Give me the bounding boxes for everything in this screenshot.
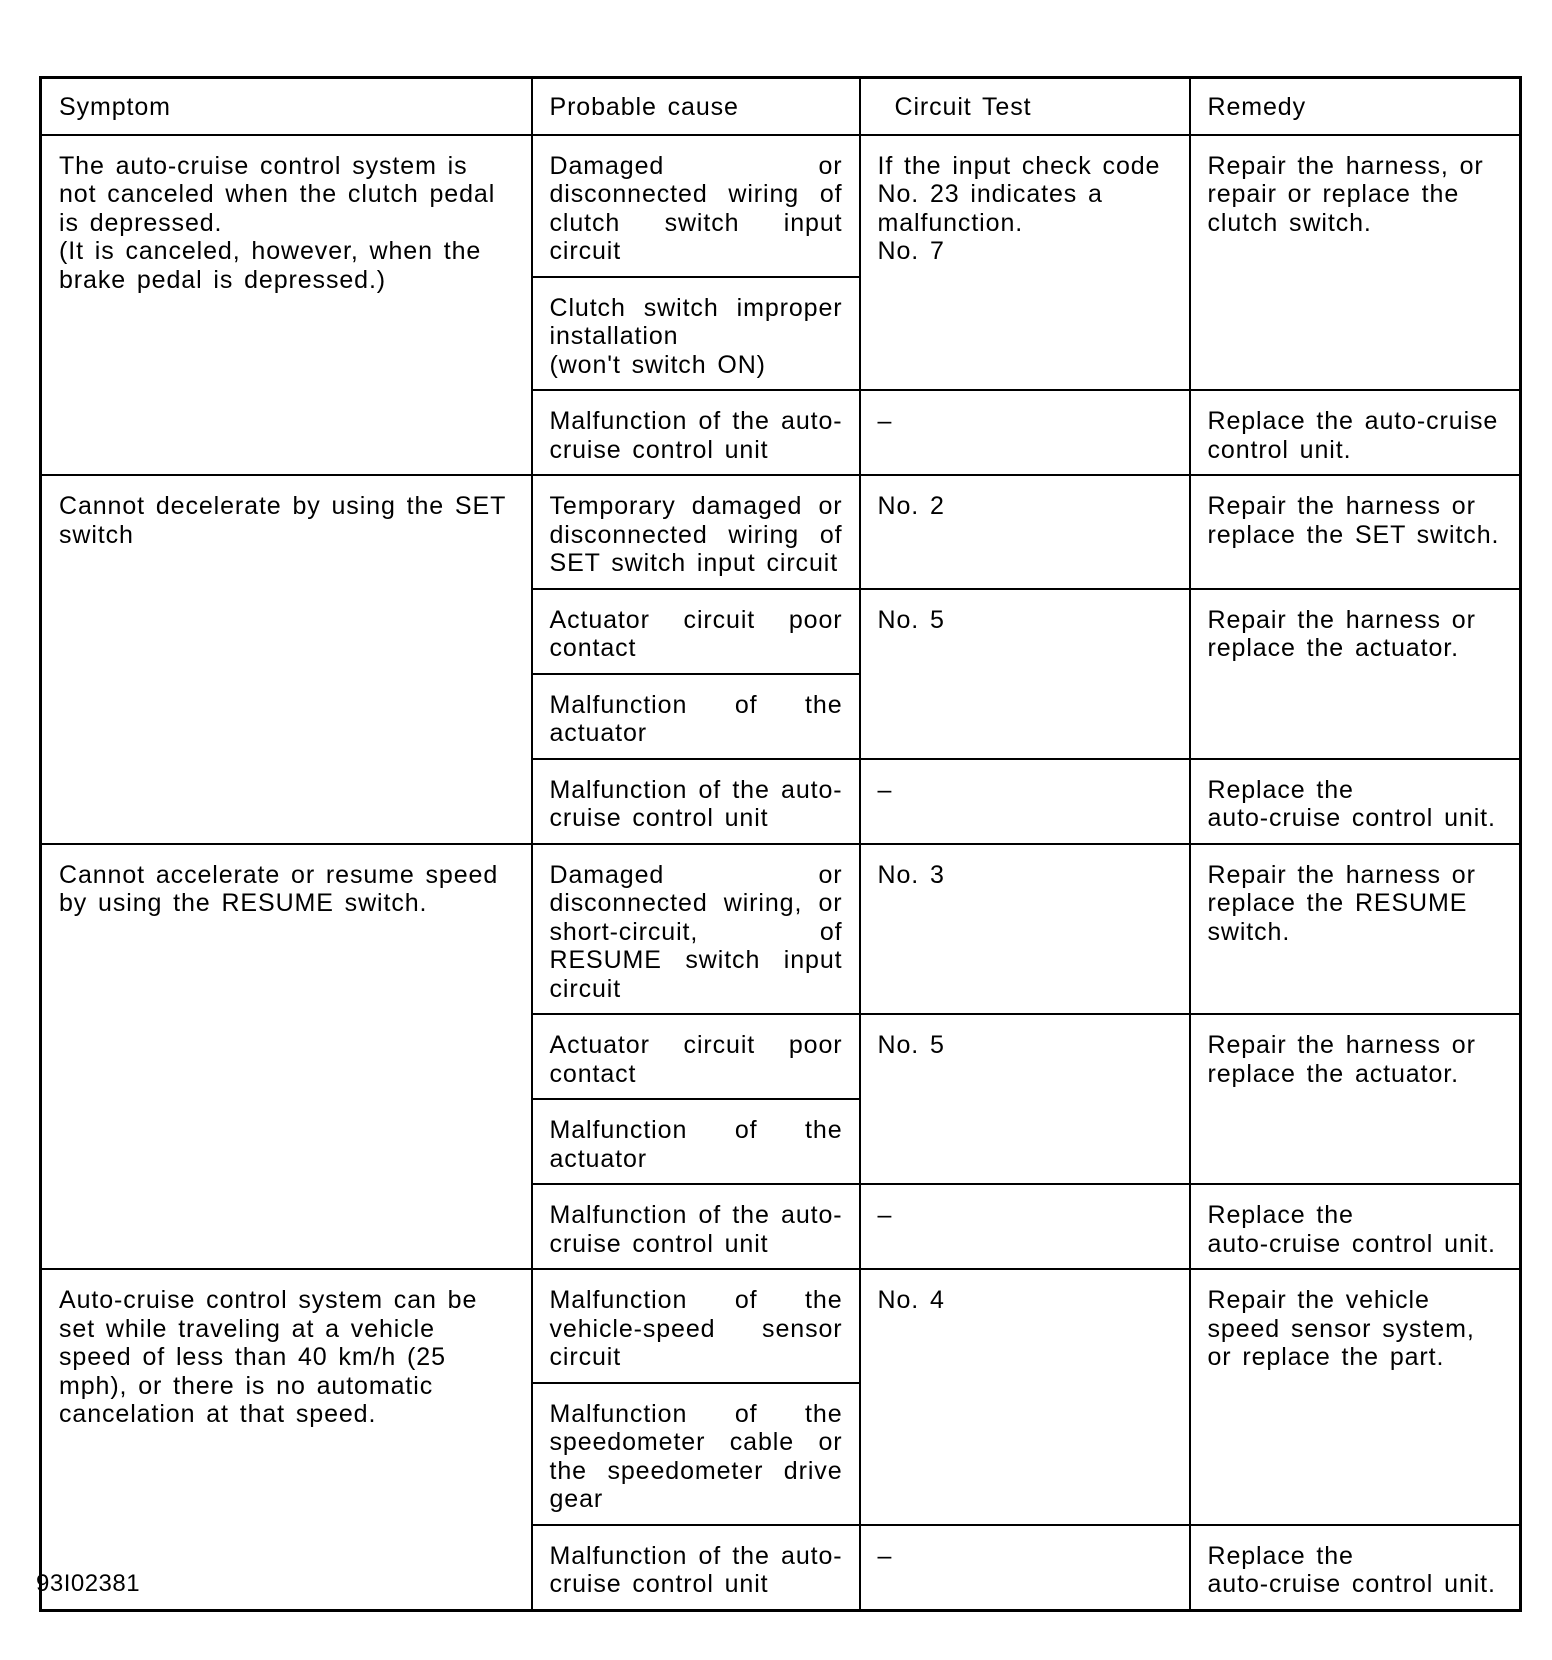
remedy-cell: Replace the auto-cruise control unit. — [1190, 1184, 1521, 1269]
circuit-test-cell: If the input check code No. 23 indicates a malfunction. No. 7 — [860, 135, 1190, 391]
table-row — [41, 475, 1521, 589]
header-symptom: Symptom — [41, 78, 532, 135]
cause-cell: Damaged or disconnected wiring of clutch switch input circuit — [532, 135, 860, 277]
cause-cell: Actuator circuit poor contact — [532, 1014, 860, 1099]
circuit-test-cell: – — [860, 390, 1190, 475]
remedy-cell: Repair the harness or replace the RESUME switch. — [1190, 844, 1521, 1015]
remedy-cell: Repair the harness or replace the actuator. — [1190, 1014, 1521, 1184]
remedy-cell: Replace the auto-cruise control unit. — [1190, 759, 1521, 844]
cause-cell: Malfunction of the speedometer cable or the speedometer drive gear — [532, 1383, 860, 1525]
cause-cell: Actuator circuit poor contact — [532, 589, 860, 674]
cause-cell: Malfunction of the actuator — [532, 674, 860, 759]
remedy-cell: Repair the vehicle speed sensor system, or replace the part. — [1190, 1269, 1521, 1525]
cause-cell: Malfunction of the auto-cruise control unit — [532, 759, 860, 844]
remedy-cell: Repair the harness, or repair or replace the clutch switch. — [1190, 135, 1521, 391]
remedy-cell: Replace the auto-cruise control unit. — [1190, 390, 1521, 475]
symptom-cell: Auto-cruise control system can be set while traveling at a vehicle speed of less than 40 km/h (25 mph), or there is no automatic cancelation at that speed. — [41, 1269, 532, 1610]
remedy-cell: Replace the auto-cruise control unit. — [1190, 1525, 1521, 1611]
circuit-test-cell: No. 5 — [860, 589, 1190, 759]
cause-cell: Malfunction of the auto-cruise control unit — [532, 390, 860, 475]
cause-cell: Malfunction of the actuator — [532, 1099, 860, 1184]
cause-cell: Malfunction of the auto-cruise control unit — [532, 1525, 860, 1611]
remedy-cell: Repair the harness or replace the actuator. — [1190, 589, 1521, 759]
circuit-test-cell: No. 5 — [860, 1014, 1190, 1184]
cause-cell: Damaged or disconnected wiring, or short-circuit, of RESUME switch input circuit — [532, 844, 860, 1015]
cause-cell: Temporary damaged or disconnected wiring of SET switch input circuit — [532, 475, 860, 589]
header-row — [41, 78, 1521, 135]
header-circuit-test: Circuit Test — [860, 78, 1190, 135]
circuit-test-cell: – — [860, 1525, 1190, 1611]
circuit-test-cell: No. 3 — [860, 844, 1190, 1015]
table-row — [41, 1269, 1521, 1383]
table-row — [41, 135, 1521, 277]
circuit-test-cell: – — [860, 759, 1190, 844]
header-probable-cause: Probable cause — [532, 78, 860, 135]
circuit-test-cell: No. 2 — [860, 475, 1190, 589]
circuit-test-cell: No. 4 — [860, 1269, 1190, 1525]
symptom-cell: The auto-cruise control system is not canceled when the clutch pedal is depressed. (It is canceled, however, when the brake pedal is depressed.) — [41, 135, 532, 476]
figure-id: 93I02381 — [36, 1570, 141, 1597]
symptom-cell: Cannot accelerate or resume speed by using the RESUME switch. — [41, 844, 532, 1270]
cause-cell: Malfunction of the vehicle-speed sensor circuit — [532, 1269, 860, 1383]
circuit-test-cell: – — [860, 1184, 1190, 1269]
header-remedy: Remedy — [1190, 78, 1521, 135]
cause-cell: Malfunction of the auto-cruise control unit — [532, 1184, 860, 1269]
cause-cell: Clutch switch improper installation (won't switch ON) — [532, 277, 860, 391]
symptom-cell: Cannot decelerate by using the SET switch — [41, 475, 532, 844]
troubleshooting-table — [39, 76, 1522, 1612]
table-row — [41, 844, 1521, 1015]
remedy-cell: Repair the harness or replace the SET switch. — [1190, 475, 1521, 589]
